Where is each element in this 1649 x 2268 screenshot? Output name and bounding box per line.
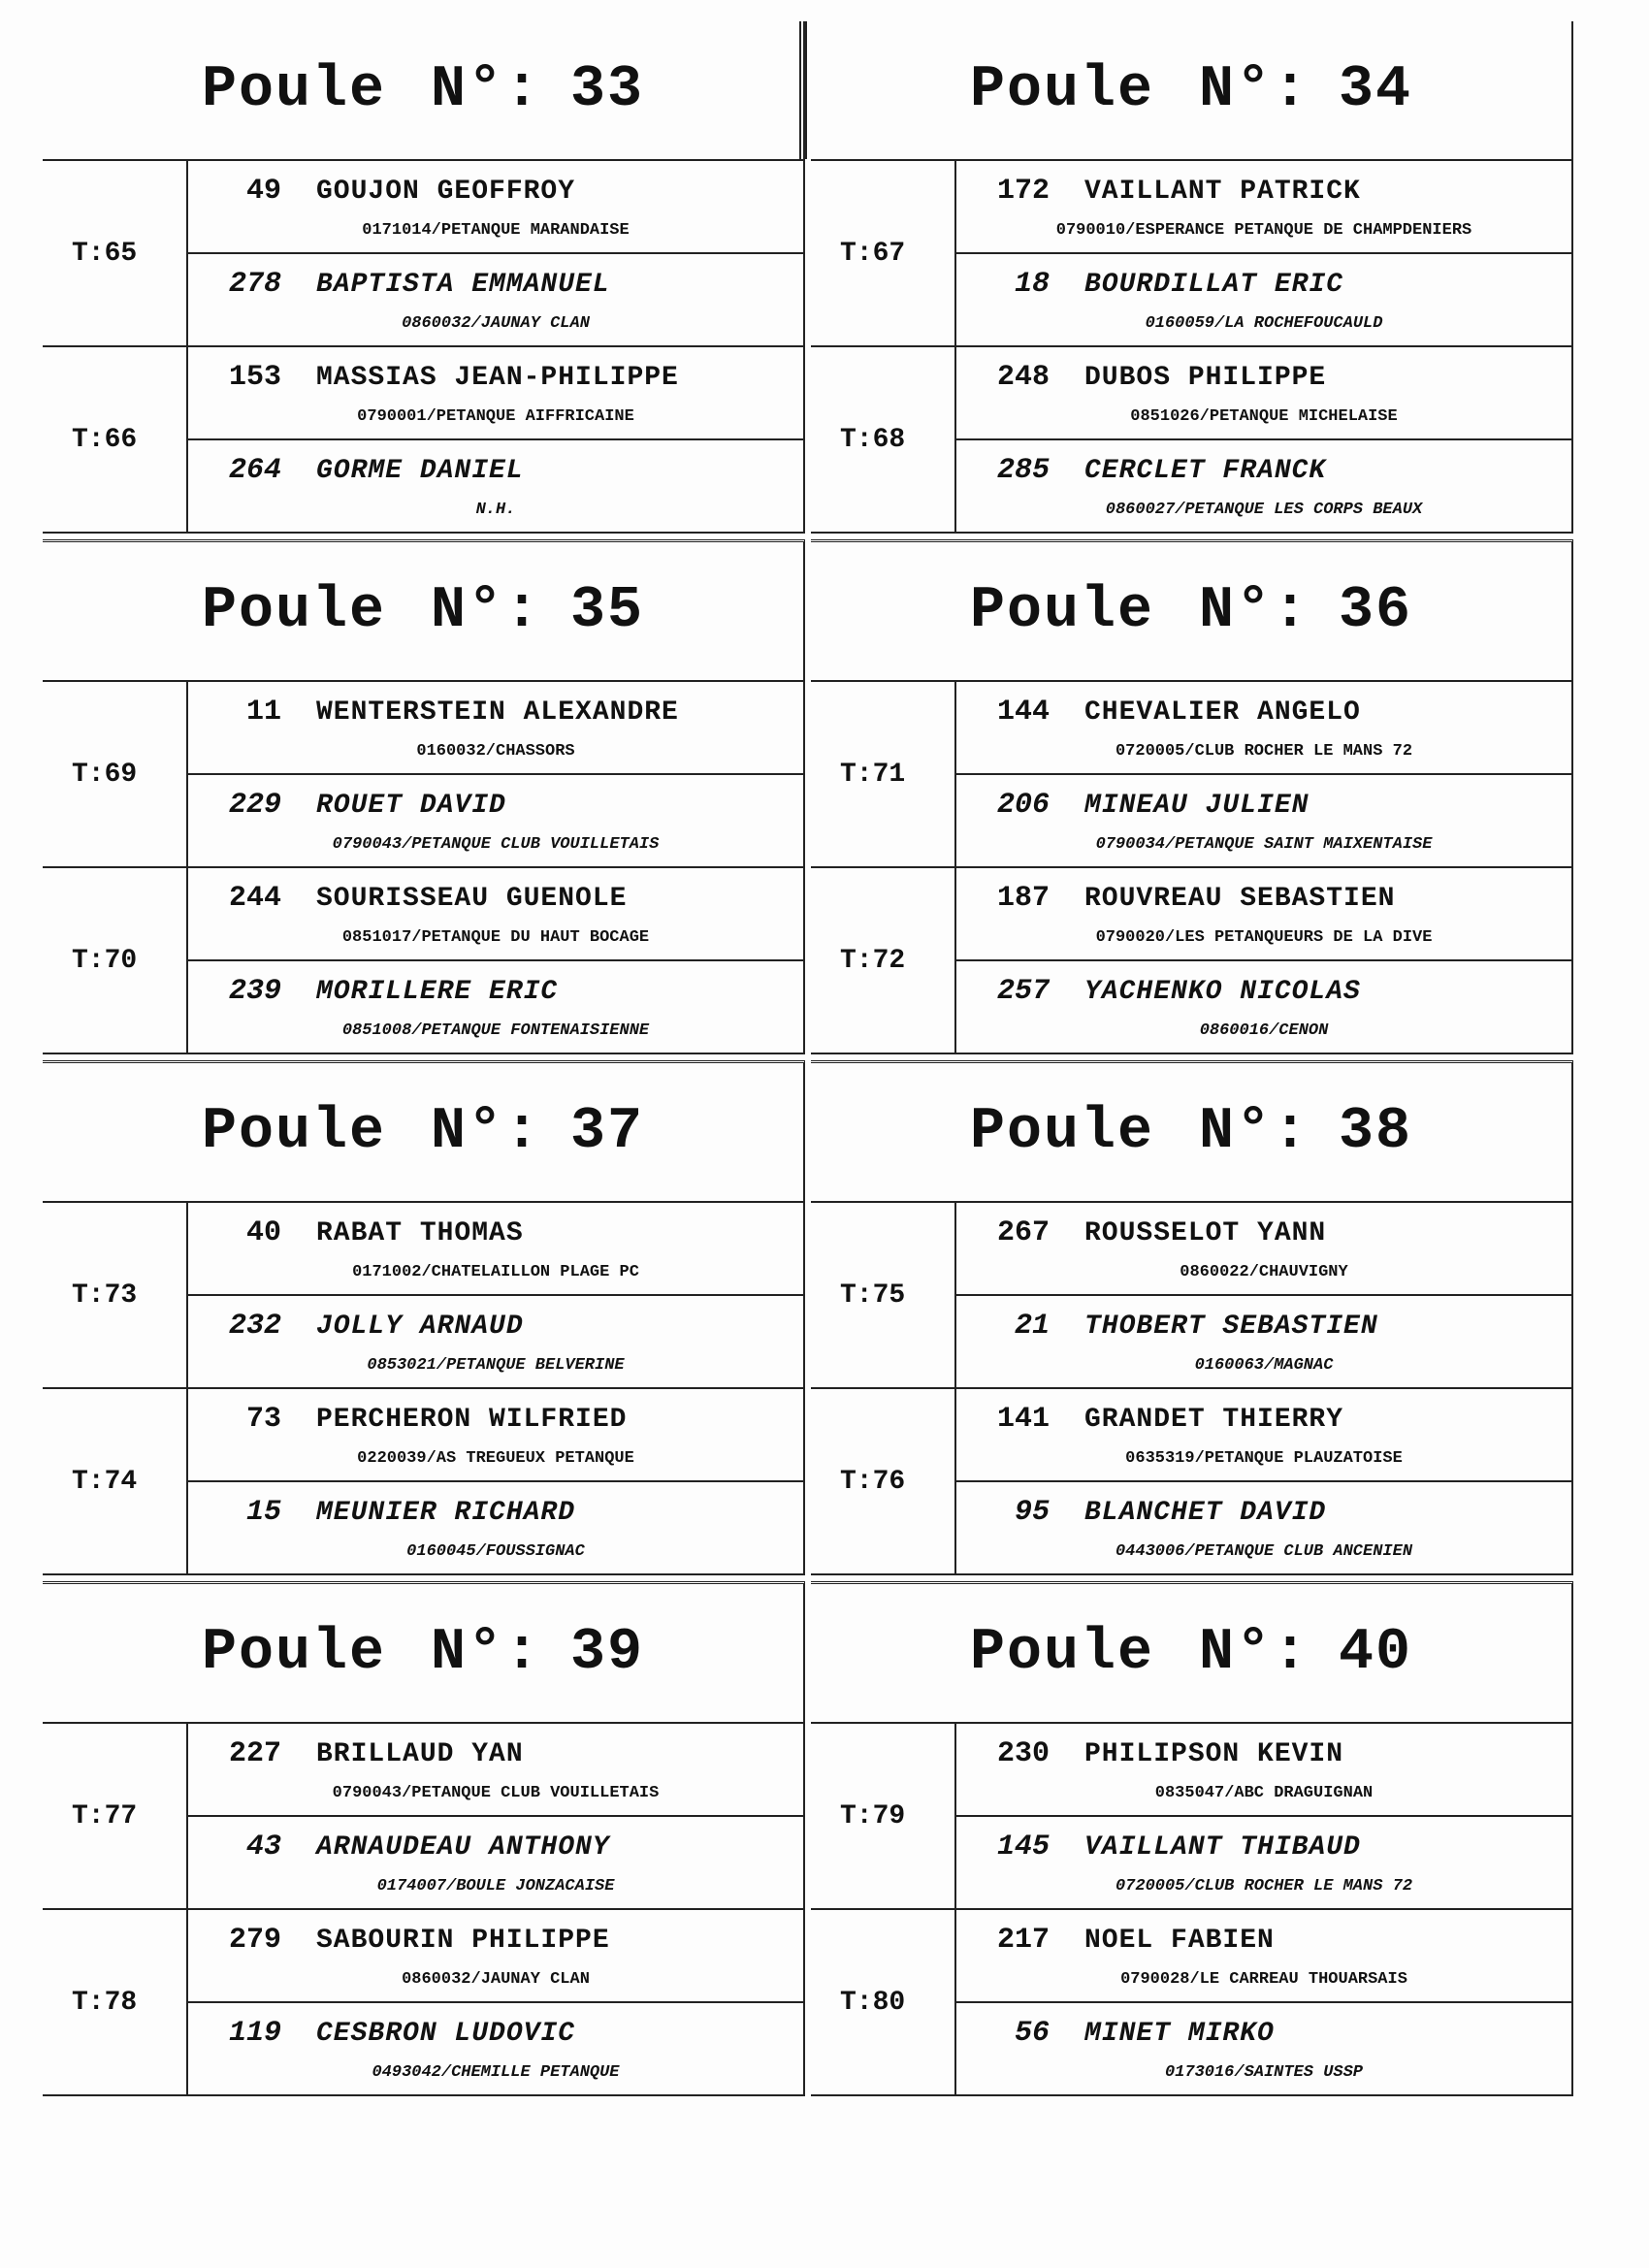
team-players [188, 1910, 803, 2094]
poule-box [811, 1581, 1573, 2096]
player-entry [956, 1910, 1571, 2001]
team-label: T:74 [43, 1389, 188, 1573]
player-club: 0174007/BOULE JONZACAISE [376, 1876, 615, 1895]
player-name: MINEAU JULIEN [1084, 790, 1310, 821]
player-name: PHILIPSON KEVIN [1084, 1738, 1344, 1769]
player-number: 229 [228, 788, 281, 822]
player-club: 0851008/PETANQUE FONTENAISIENNE [341, 1021, 650, 1040]
player-line [188, 975, 803, 1008]
team-players [956, 1910, 1571, 2094]
team-players [956, 1389, 1571, 1573]
player-line [188, 696, 803, 729]
player-entry [188, 1815, 803, 1908]
team-label: T:78 [43, 1910, 188, 2094]
poule-header [43, 1584, 803, 1724]
team-label: T:66 [43, 347, 188, 532]
player-club: 0790043/PETANQUE CLUB VOUILLETAIS [332, 834, 660, 854]
poule-number: 37 [570, 1099, 645, 1165]
player-entry [188, 773, 803, 866]
team-row [43, 1724, 803, 1910]
player-line [956, 789, 1571, 822]
team-players [188, 1724, 803, 1908]
team-row [43, 868, 803, 1053]
team-row [43, 161, 803, 347]
player-name: JOLLY ARNAUD [316, 1311, 524, 1342]
player-name: ROUET DAVID [316, 790, 506, 821]
player-club: 0720005/CLUB ROCHER LE MANS 72 [1115, 1876, 1413, 1895]
poule-box [43, 1060, 805, 1575]
player-club: 0493042/CHEMILLE PETANQUE [372, 2062, 620, 2082]
player-entry [956, 1815, 1571, 1908]
player-line [188, 454, 803, 487]
player-club: 0860022/CHAUVIGNY [1180, 1262, 1348, 1281]
player-name: CESBRON LUDOVIC [316, 2018, 576, 2049]
player-line [956, 882, 1571, 915]
player-club: 0171014/PETANQUE MARANDAISE [362, 220, 630, 240]
poule-row [43, 21, 1579, 534]
player-number: 119 [228, 2016, 281, 2050]
poule-box [43, 539, 805, 1054]
team-row [43, 347, 803, 532]
player-number: 230 [996, 1736, 1050, 1770]
player-line [956, 1403, 1571, 1436]
poule-number: 34 [1339, 57, 1413, 123]
player-number: 239 [228, 974, 281, 1008]
player-line [956, 1831, 1571, 1863]
team-label: T:79 [811, 1724, 956, 1908]
player-entry [188, 252, 803, 345]
player-line [188, 1924, 803, 1957]
team-label: T:73 [43, 1203, 188, 1387]
player-number: 172 [996, 174, 1050, 208]
player-name: GRANDET THIERRY [1084, 1404, 1344, 1435]
poule-row [43, 539, 1579, 1054]
player-entry [956, 959, 1571, 1053]
player-club: 0860016/CENON [1199, 1021, 1329, 1040]
player-club: 0835047/ABC DRAGUIGNAN [1154, 1783, 1374, 1802]
player-club: 0443006/PETANQUE CLUB ANCENIEN [1115, 1541, 1413, 1561]
player-line [956, 1496, 1571, 1529]
player-entry [188, 1724, 803, 1815]
player-number: 206 [996, 788, 1050, 822]
player-club: 0790001/PETANQUE AIFFRICAINE [357, 406, 634, 426]
team-label: T:65 [43, 161, 188, 345]
player-club: 0860032/JAUNAY CLAN [402, 1969, 590, 1989]
team-players [956, 868, 1571, 1053]
player-line [188, 1831, 803, 1863]
player-line [956, 2017, 1571, 2050]
poule-header [43, 21, 803, 161]
player-line [188, 789, 803, 822]
poule-title: Poule N°: [201, 1099, 542, 1165]
player-name: MORILLERE ERIC [316, 976, 559, 1007]
player-entry [956, 347, 1571, 438]
team-players [188, 682, 803, 866]
team-label: T:72 [811, 868, 956, 1053]
player-name: MEUNIER RICHARD [316, 1497, 576, 1528]
team-row [811, 1910, 1571, 2094]
player-entry [188, 2001, 803, 2094]
poule-number: 35 [570, 578, 645, 644]
player-line [188, 1216, 803, 1249]
player-entry [188, 1910, 803, 2001]
player-number: 56 [1014, 2016, 1050, 2050]
team-row [811, 347, 1571, 532]
player-line [956, 1737, 1571, 1770]
player-name: ARNAUDEAU ANTHONY [316, 1831, 610, 1863]
poule-box [43, 1581, 805, 2096]
player-line [956, 1310, 1571, 1343]
team-players [188, 1389, 803, 1573]
team-label: T:76 [811, 1389, 956, 1573]
player-number: 11 [245, 695, 281, 729]
player-number: 264 [228, 453, 281, 487]
team-row [43, 1910, 803, 2094]
poule-header [43, 542, 803, 682]
poule-number: 33 [570, 57, 645, 123]
poules-sheet [43, 21, 1579, 2102]
poule-header [811, 1063, 1571, 1203]
poule-number: 36 [1339, 578, 1413, 644]
player-number: 21 [1014, 1309, 1050, 1343]
poule-header [811, 1584, 1571, 1724]
player-number: 285 [996, 453, 1050, 487]
team-row [811, 1724, 1571, 1910]
team-players [956, 1203, 1571, 1387]
team-players [956, 1724, 1571, 1908]
player-number: 248 [996, 360, 1050, 394]
player-club: 0635319/PETANQUE PLAUZATOISE [1125, 1448, 1403, 1468]
player-club: 0160032/CHASSORS [416, 741, 575, 761]
player-name: MINET MIRKO [1084, 2018, 1275, 2049]
team-label: T:71 [811, 682, 956, 866]
player-entry [956, 252, 1571, 345]
player-line [956, 1216, 1571, 1249]
poule-title: Poule N°: [969, 1620, 1310, 1686]
player-name: BLANCHET DAVID [1084, 1497, 1327, 1528]
poule-title: Poule N°: [201, 578, 542, 644]
player-name: NOEL FABIEN [1084, 1925, 1275, 1956]
player-number: 278 [228, 267, 281, 301]
poule-title: Poule N°: [201, 1620, 542, 1686]
player-line [956, 975, 1571, 1008]
poule-number: 38 [1339, 1099, 1413, 1165]
player-entry [956, 1389, 1571, 1480]
player-number: 279 [228, 1923, 281, 1957]
player-line [188, 1403, 803, 1436]
poule-box [811, 21, 1573, 534]
player-entry [956, 682, 1571, 773]
player-number: 145 [996, 1830, 1050, 1863]
player-number: 244 [228, 881, 281, 915]
player-club: 0160063/MAGNAC [1194, 1355, 1334, 1375]
player-line [956, 454, 1571, 487]
player-entry [956, 2001, 1571, 2094]
player-name: VAILLANT THIBAUD [1084, 1831, 1361, 1863]
player-club: 0790020/LES PETANQUEURS DE LA DIVE [1095, 927, 1433, 947]
player-club: 0790028/LE CARREAU THOUARSAIS [1120, 1969, 1407, 1989]
team-row [43, 1203, 803, 1389]
team-row [811, 1389, 1571, 1573]
team-label: T:70 [43, 868, 188, 1053]
player-name: BOURDILLAT ERIC [1084, 269, 1344, 300]
player-entry [188, 161, 803, 252]
player-number: 15 [245, 1495, 281, 1529]
poule-title: Poule N°: [201, 57, 542, 123]
team-players [188, 868, 803, 1053]
player-number: 95 [1014, 1495, 1050, 1529]
player-number: 217 [996, 1923, 1050, 1957]
player-number: 187 [996, 881, 1050, 915]
player-club: 0720005/CLUB ROCHER LE MANS 72 [1115, 741, 1413, 761]
player-name: SOURISSEAU GUENOLE [316, 883, 628, 914]
player-club: 0790043/PETANQUE CLUB VOUILLETAIS [332, 1783, 660, 1802]
player-line [956, 268, 1571, 301]
team-label: T:67 [811, 161, 956, 345]
player-name: THOBERT SEBASTIEN [1084, 1311, 1378, 1342]
player-name: YACHENKO NICOLAS [1084, 976, 1361, 1007]
player-club: 0160045/FOUSSIGNAC [406, 1541, 585, 1561]
player-club: 0860027/PETANQUE LES CORPS BEAUX [1105, 500, 1423, 519]
player-line [188, 2017, 803, 2050]
player-line [188, 175, 803, 208]
player-number: 267 [996, 1215, 1050, 1249]
poule-box [43, 21, 805, 534]
poule-title: Poule N°: [969, 578, 1310, 644]
player-entry [188, 868, 803, 959]
player-entry [188, 682, 803, 773]
player-line [188, 882, 803, 915]
player-club: 0171002/CHATELAILLON PLAGE PC [352, 1262, 639, 1281]
player-entry [188, 1480, 803, 1573]
team-players [188, 347, 803, 532]
player-line [956, 1924, 1571, 1957]
player-number: 43 [245, 1830, 281, 1863]
player-club: 0790034/PETANQUE SAINT MAIXENTAISE [1095, 834, 1433, 854]
player-number: 257 [996, 974, 1050, 1008]
player-line [188, 268, 803, 301]
player-number: 73 [245, 1402, 281, 1436]
player-line [956, 175, 1571, 208]
player-club: 0173016/SAINTES USSP [1164, 2062, 1364, 2082]
team-players [188, 161, 803, 345]
team-row [43, 682, 803, 868]
poule-box [811, 539, 1573, 1054]
player-entry [956, 773, 1571, 866]
player-entry [956, 1480, 1571, 1573]
poule-row [43, 1581, 1579, 2096]
player-entry [956, 438, 1571, 532]
player-number: 227 [228, 1736, 281, 1770]
poule-title: Poule N°: [969, 1099, 1310, 1165]
player-number: 40 [245, 1215, 281, 1249]
player-entry [188, 347, 803, 438]
player-name: SABOURIN PHILIPPE [316, 1925, 610, 1956]
team-players [956, 347, 1571, 532]
player-entry [956, 161, 1571, 252]
player-name: ROUSSELOT YANN [1084, 1217, 1327, 1248]
player-entry [188, 959, 803, 1053]
player-entry [956, 1294, 1571, 1387]
player-number: 144 [996, 695, 1050, 729]
player-name: GORME DANIEL [316, 455, 524, 486]
poule-header [43, 1063, 803, 1203]
poule-box [811, 1060, 1573, 1575]
player-line [188, 1496, 803, 1529]
poule-header [811, 542, 1571, 682]
team-players [956, 161, 1571, 345]
player-number: 232 [228, 1309, 281, 1343]
player-number: 18 [1014, 267, 1050, 301]
player-line [956, 696, 1571, 729]
team-row [811, 868, 1571, 1053]
poule-number: 40 [1339, 1620, 1413, 1686]
player-club: 0160059/LA ROCHEFOUCAULD [1145, 313, 1383, 333]
team-label: T:77 [43, 1724, 188, 1908]
player-name: PERCHERON WILFRIED [316, 1404, 628, 1435]
player-entry [188, 438, 803, 532]
poule-number: 39 [570, 1620, 645, 1686]
player-number: 153 [228, 360, 281, 394]
poule-header [811, 21, 1571, 161]
team-row [811, 161, 1571, 347]
player-name: BAPTISTA EMMANUEL [316, 269, 610, 300]
player-club: 0860032/JAUNAY CLAN [402, 313, 590, 333]
player-club: 0790010/ESPERANCE PETANQUE DE CHAMPDENIERS [1055, 220, 1472, 240]
player-club: 0220039/AS TREGUEUX PETANQUE [357, 1448, 634, 1468]
player-name: CERCLET FRANCK [1084, 455, 1327, 486]
player-line [188, 361, 803, 394]
player-number: 49 [245, 174, 281, 208]
player-name: RABAT THOMAS [316, 1217, 524, 1248]
player-entry [188, 1389, 803, 1480]
player-entry [956, 1724, 1571, 1815]
player-entry [956, 868, 1571, 959]
player-name: VAILLANT PATRICK [1084, 176, 1361, 207]
player-entry [188, 1203, 803, 1294]
team-label: T:68 [811, 347, 956, 532]
player-line [956, 361, 1571, 394]
team-players [188, 1203, 803, 1387]
player-name: MASSIAS JEAN-PHILIPPE [316, 362, 679, 393]
team-row [811, 1203, 1571, 1389]
player-entry [188, 1294, 803, 1387]
player-name: WENTERSTEIN ALEXANDRE [316, 697, 679, 728]
player-name: CHEVALIER ANGELO [1084, 697, 1361, 728]
poule-title: Poule N°: [969, 57, 1310, 123]
player-name: BRILLAUD YAN [316, 1738, 524, 1769]
player-name: ROUVREAU SEBASTIEN [1084, 883, 1396, 914]
player-club: N.H. [475, 500, 516, 519]
player-club: 0851017/PETANQUE DU HAUT BOCAGE [341, 927, 650, 947]
team-label: T:80 [811, 1910, 956, 2094]
player-club: 0853021/PETANQUE BELVERINE [367, 1355, 625, 1375]
player-number: 141 [996, 1402, 1050, 1436]
team-label: T:75 [811, 1203, 956, 1387]
team-label: T:69 [43, 682, 188, 866]
player-line [188, 1310, 803, 1343]
team-row [43, 1389, 803, 1573]
team-players [956, 682, 1571, 866]
player-name: DUBOS PHILIPPE [1084, 362, 1327, 393]
player-line [188, 1737, 803, 1770]
player-entry [956, 1203, 1571, 1294]
player-club: 0851026/PETANQUE MICHELAISE [1130, 406, 1398, 426]
team-row [811, 682, 1571, 868]
poule-row [43, 1060, 1579, 1575]
player-name: GOUJON GEOFFROY [316, 176, 576, 207]
